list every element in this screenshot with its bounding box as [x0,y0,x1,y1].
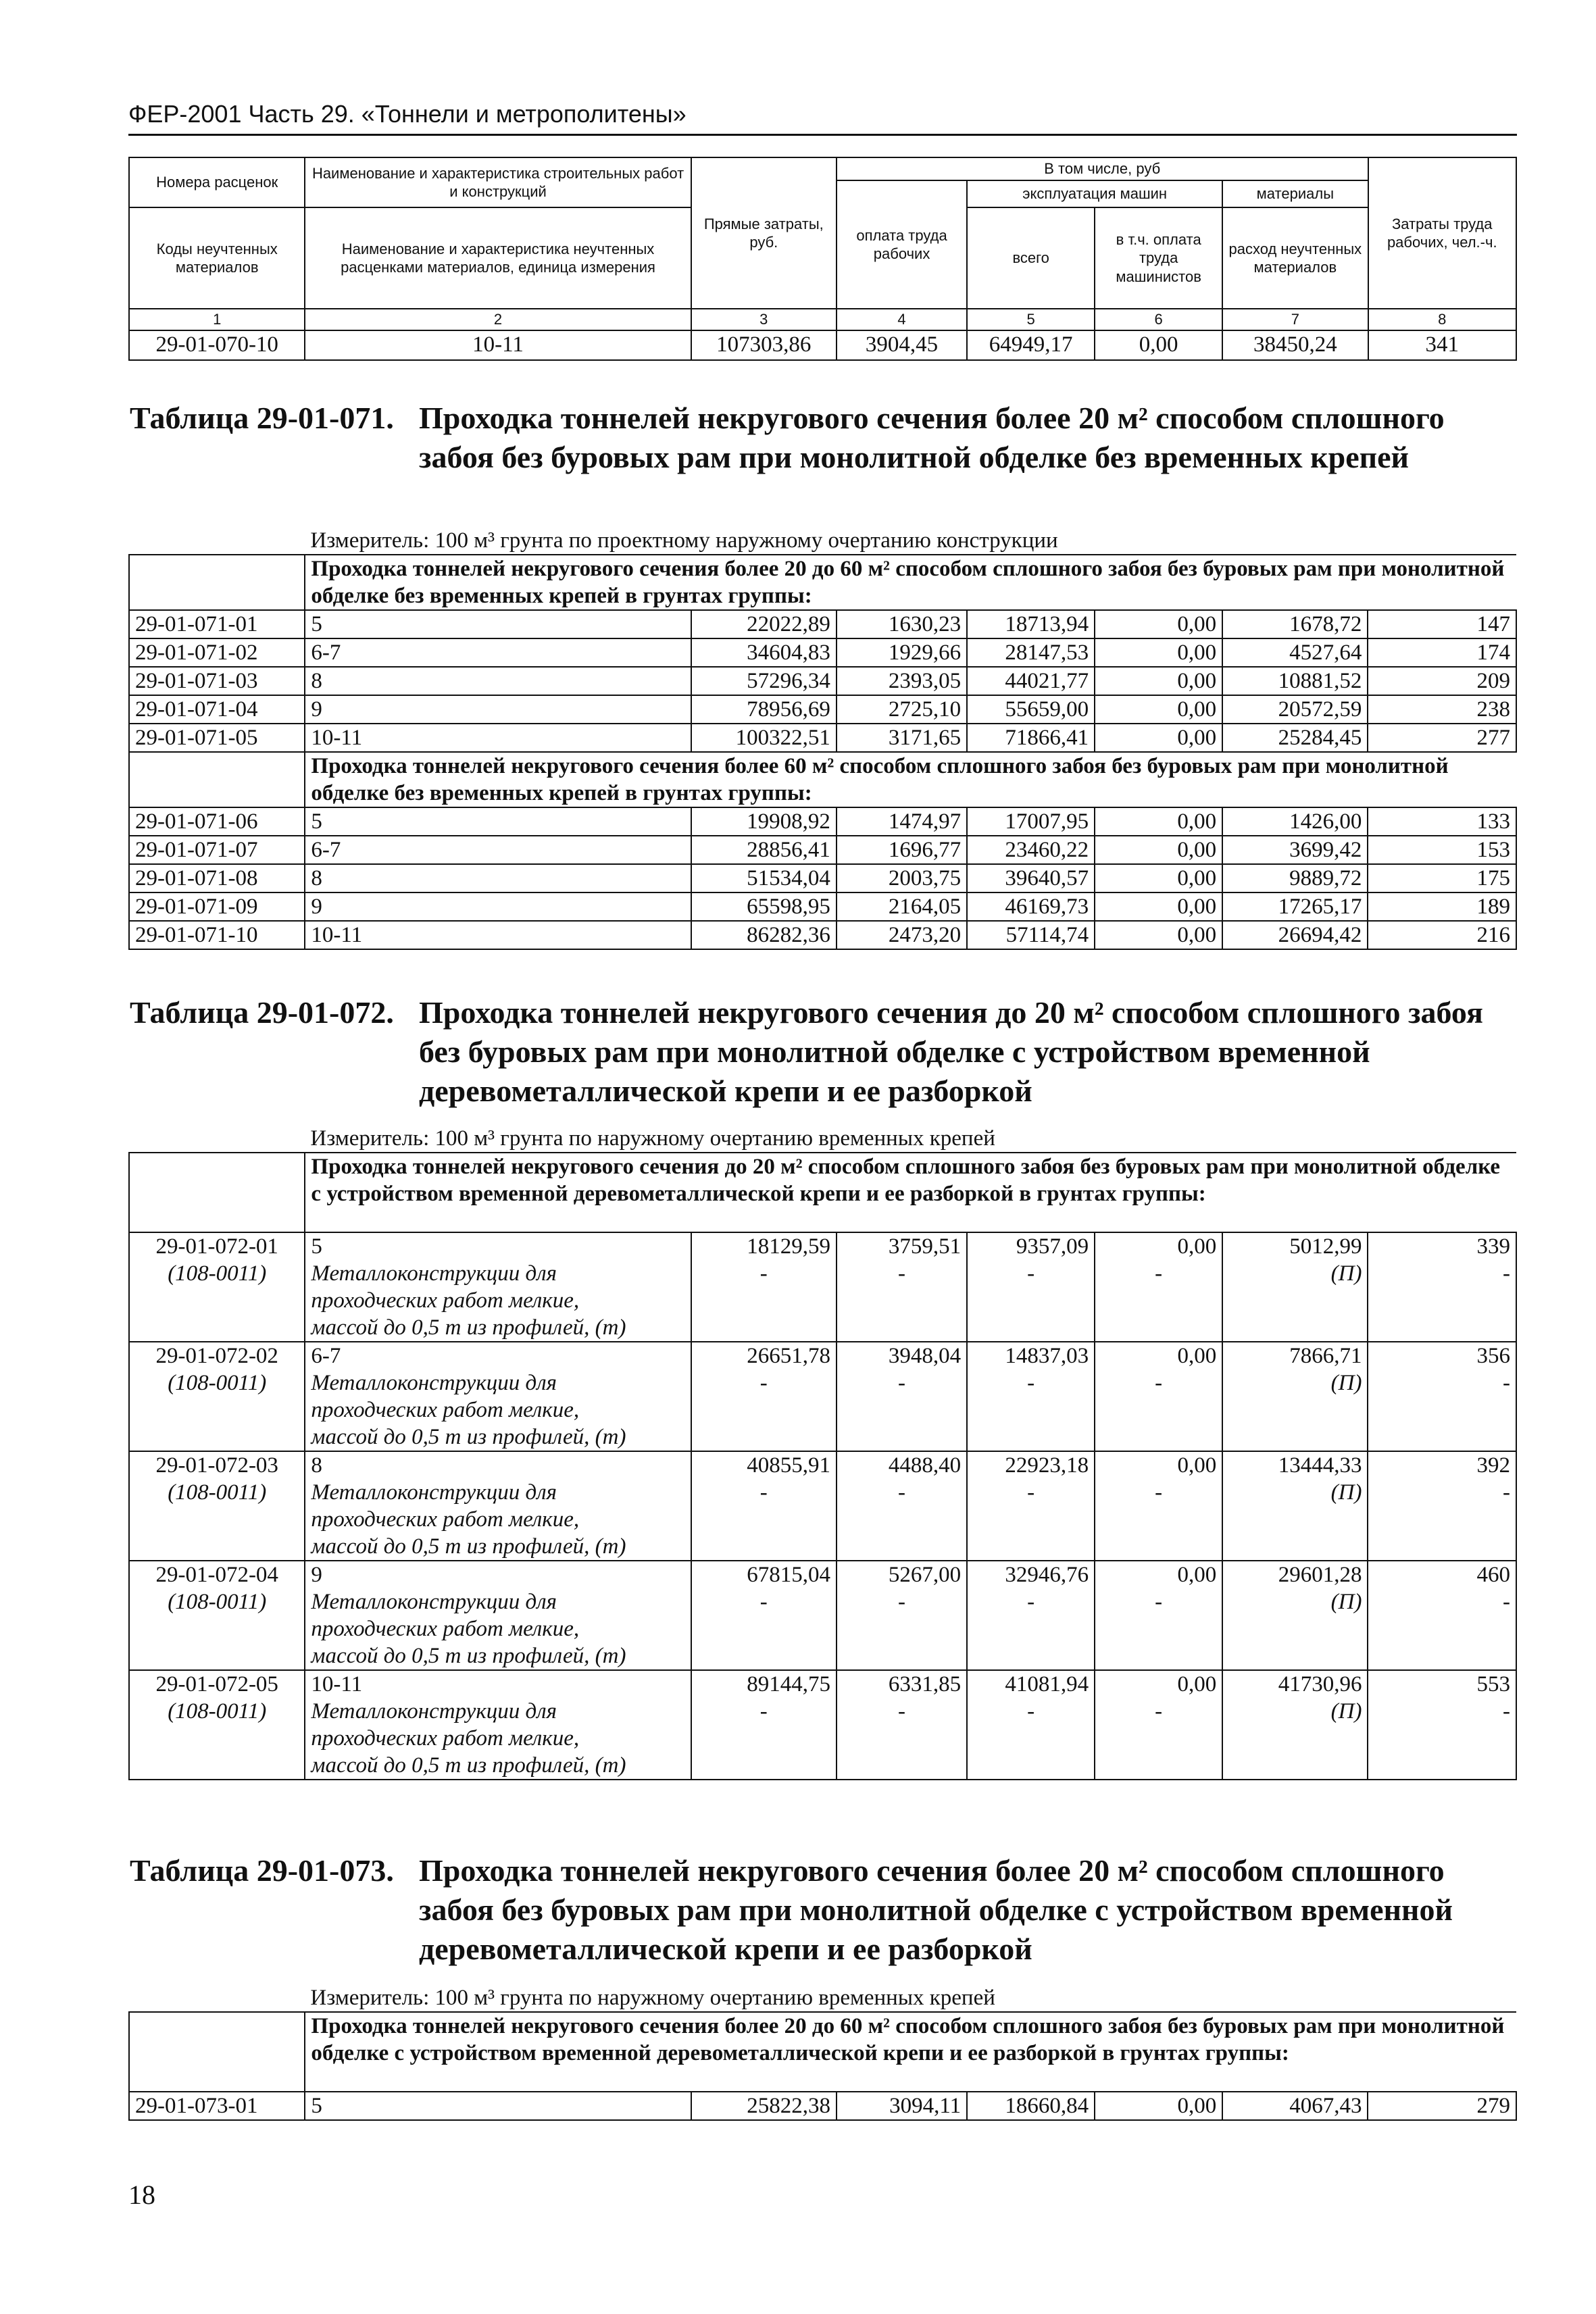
cost-value: 1630,23 [837,610,967,638]
rate-code: 29-01-072-03 [129,1451,305,1479]
cost-value: 7866,71 [1222,1342,1368,1369]
rate-table-071 [128,527,1517,950]
dash: - [837,1588,967,1615]
material-code: (108-0011) [129,1698,305,1725]
material-row [129,1424,1516,1451]
dash: - [837,1479,967,1506]
table-row [129,724,1516,752]
soil-group: 5 [305,1232,691,1260]
material-mark: (П) [1222,1260,1368,1287]
dash: - [967,1369,1095,1397]
cost-value: 32946,76 [967,1561,1095,1588]
group-materials: материалы [1222,180,1368,207]
rate-code: 29-01-071-04 [129,695,305,724]
rate-code: 29-01-071-01 [129,610,305,638]
cost-value: 3948,04 [837,1342,967,1369]
cost-value: 5267,00 [837,1561,967,1588]
table-row [129,836,1516,864]
cost-value: 339 [1368,1232,1516,1260]
soil-group: 9 [305,892,691,921]
cost-value: 553 [1368,1670,1516,1698]
table-label: Таблица 29-01-072. [130,995,394,1030]
subsection-heading: Проходка тоннелей некругового сечения более 20 до 60 м² способом сплошного забоя без буровых рам при монолитной обделке без временных крепей в грунтах группы: [305,555,1516,610]
cost-value: 2725,10 [837,695,967,724]
soil-group: 5 [305,610,691,638]
dash: - [1368,1588,1516,1615]
subsection-heading: Проходка тоннелей некругового сечения до 20 м² способом сплошного забоя без буровых рам при монолитной обделке с устройством временной деревометаллической крепи и ее разборкой в грунтах группы: [305,1153,1516,1232]
material-row [129,1314,1516,1342]
rate-code: 29-01-071-02 [129,638,305,667]
soil-group: 10-11 [305,1670,691,1698]
dash: - [691,1698,837,1725]
cost-value: 34604,83 [691,638,837,667]
table-label: Таблица 29-01-073. [130,1853,394,1888]
cost-value: 392 [1368,1451,1516,1479]
cost-value: 0,00 [1095,610,1222,638]
cost-value: 22923,18 [967,1451,1095,1479]
subsection-heading: Проходка тоннелей некругового сечения более 20 до 60 м² способом сплошного забоя без буровых рам при монолитной обделке с устройством временной деревометаллической крепи и ее разборкой в грунтах группы: [305,2012,1516,2092]
rate-code: 29-01-071-09 [129,892,305,921]
material-row [129,1642,1516,1670]
cost-value: 4527,64 [1222,638,1368,667]
col-code-top: Номера расценок [129,157,305,207]
cost-value: 67815,04 [691,1561,837,1588]
material-code: (108-0011) [129,1588,305,1615]
cost-value: 46169,73 [967,892,1095,921]
soil-group: 6-7 [305,836,691,864]
col-direct: Прямые затраты, руб. [691,157,837,309]
table-row [129,892,1516,921]
cost-value: 0,00 [1095,807,1222,836]
subsection-heading: Проходка тоннелей некругового сечения более 60 м² способом сплошного забоя без буровых рам при монолитной обделке без временных крепей в грунтах группы: [305,752,1516,807]
cost-value: 133 [1368,807,1516,836]
dash: - [1095,1479,1222,1506]
material-row [129,1725,1516,1752]
table-row [129,610,1516,638]
rate-code: 29-01-072-02 [129,1342,305,1369]
dash: - [967,1260,1095,1287]
material-code: (108-0011) [129,1369,305,1397]
cost-value: 39640,57 [967,864,1095,892]
cost-value: 0,00 [1095,892,1222,921]
cost-value: 1929,66 [837,638,967,667]
cost-value: 1426,00 [1222,807,1368,836]
cost-value: 57114,74 [967,921,1095,949]
table-label: Таблица 29-01-071. [130,401,394,435]
dash: - [691,1260,837,1287]
table-heading: Проходка тоннелей некругового сечения более 20 м² способом сплошного забоя без буровых рам при монолитной обделке с устройством временной деревометаллической крепи и ее разборкой [419,1853,1453,1966]
cost-value: 0,00 [1095,864,1222,892]
cost-value: 13444,33 [1222,1451,1368,1479]
cost-value: 40855,91 [691,1451,837,1479]
cost-value: 0,00 [1095,2092,1222,2120]
cost-value: 100322,51 [691,724,837,752]
table-row [129,1451,1516,1479]
rate-code: 29-01-071-05 [129,724,305,752]
cost-value: 0,00 [1095,667,1222,695]
cost-value: 86282,36 [691,921,837,949]
cost-value: 20572,59 [1222,695,1368,724]
cost-value: 1696,77 [837,836,967,864]
cost-value: 0,00 [1095,836,1222,864]
soil-group: 5 [305,2092,691,2120]
col-machines-total: всего [967,207,1095,309]
cost-value: 153 [1368,836,1516,864]
soil-group: 9 [305,695,691,724]
rate-code: 29-01-071-10 [129,921,305,949]
table-row [129,2092,1516,2120]
soil-group: 8 [305,667,691,695]
measure-unit: Измеритель: 100 м³ грунта по проектному наружному очертанию конструкции [305,527,1516,555]
cost-value: 3094,11 [837,2092,967,2120]
material-name: проходческих работ мелкие, [305,1287,691,1314]
soil-group: 9 [305,1561,691,1588]
col-number: 4 [837,309,967,330]
rate-code: 29-01-072-01 [129,1232,305,1260]
cost-value: 0,00 [1095,1561,1222,1588]
cost-value: 147 [1368,610,1516,638]
cost-value: 2473,20 [837,921,967,949]
material-row [129,1533,1516,1561]
dash: - [1368,1260,1516,1287]
dash: - [967,1588,1095,1615]
material-row [129,1615,1516,1642]
cost-value: 0,00 [1095,1451,1222,1479]
rate-code: 29-01-071-03 [129,667,305,695]
cost-value: 0,00 [1095,1232,1222,1260]
cost-value: 23460,22 [967,836,1095,864]
material-name: массой до 0,5 т из профилей, (т) [305,1314,691,1342]
dash: - [837,1698,967,1725]
material-name: Металлоконструкции для [305,1588,691,1615]
material-name: Металлоконструкции для [305,1260,691,1287]
cost-value: 189 [1368,892,1516,921]
cost-value: 0,00 [1095,638,1222,667]
table-title [130,1851,1515,1973]
rate-code: 29-01-073-01 [129,2092,305,2120]
cost-value: 2393,05 [837,667,967,695]
dash: - [837,1260,967,1287]
dash: - [691,1588,837,1615]
table-row [129,921,1516,949]
cost-value: 277 [1368,724,1516,752]
material-name: Металлоконструкции для [305,1479,691,1506]
cost-value: 44021,77 [967,667,1095,695]
table-row: 29-01-070-10 10-11 107303,86 3904,45 64949,17 0,00 38450,24 341 [129,330,1516,360]
cost-value: 55659,00 [967,695,1095,724]
cost-value: 89144,75 [691,1670,837,1698]
cost-value: 2164,05 [837,892,967,921]
cost-value: 4067,43 [1222,2092,1368,2120]
table-heading: Проходка тоннелей некругового сечения до 20 м² способом сплошного забоя без буровых рам при монолитной обделке с устройством временной деревометаллической крепи и ее разборкой [419,995,1483,1108]
table-title [130,993,1515,1115]
material-name: массой до 0,5 т из профилей, (т) [305,1533,691,1561]
cost-value: 57296,34 [691,667,837,695]
material-row [129,1506,1516,1533]
soil-group: 6-7 [305,638,691,667]
table-row [129,1342,1516,1369]
cost-value: 216 [1368,921,1516,949]
col-materials: расход неучтенных материалов [1222,207,1368,309]
cost-value: 209 [1368,667,1516,695]
rate-table-072 [128,1125,1517,1780]
material-mark: (П) [1222,1369,1368,1397]
cost-value: 29601,28 [1222,1561,1368,1588]
material-name: массой до 0,5 т из профилей, (т) [305,1424,691,1451]
cost-value: 9889,72 [1222,864,1368,892]
table-row [129,667,1516,695]
soil-group: 10-11 [305,921,691,949]
cost-value: 460 [1368,1561,1516,1588]
material-name: Металлоконструкции для [305,1369,691,1397]
cost-value: 26694,42 [1222,921,1368,949]
cost-value: 3699,42 [1222,836,1368,864]
cost-value: 1678,72 [1222,610,1368,638]
cost-value: 41081,94 [967,1670,1095,1698]
col-machinists: в т.ч. оплата труда машинистов [1095,207,1222,309]
cost-value: 175 [1368,864,1516,892]
col-name-top: Наименование и характеристика строительных работ и конструкций [305,157,691,207]
cost-value: 2003,75 [837,864,967,892]
cost-value: 9357,09 [967,1232,1095,1260]
page-number: 18 [128,2180,155,2210]
cost-value: 25822,38 [691,2092,837,2120]
table-title [130,399,1515,520]
col-number: 3 [691,309,837,330]
table-heading: Проходка тоннелей некругового сечения более 20 м² способом сплошного забоя без буровых рам при монолитной обделке без временных крепей [419,401,1445,474]
soil-group: 10-11 [305,724,691,752]
soil-group: 5 [305,807,691,836]
running-header: ФЕР-2001 Часть 29. «Тоннели и метрополитены» [128,100,1517,136]
cost-value: 4488,40 [837,1451,967,1479]
cost-value: 17007,95 [967,807,1095,836]
material-row [129,1369,1516,1397]
cost-value: 238 [1368,695,1516,724]
cost-value: 0,00 [1095,695,1222,724]
cost-value: 0,00 [1095,921,1222,949]
cost-value: 18660,84 [967,2092,1095,2120]
material-name: проходческих работ мелкие, [305,1397,691,1424]
material-name: проходческих работ мелкие, [305,1615,691,1642]
table-row [129,638,1516,667]
soil-group: 8 [305,864,691,892]
rate-code: 29-01-071-06 [129,807,305,836]
cost-value: 18713,94 [967,610,1095,638]
dash: - [837,1369,967,1397]
soil-group: 6-7 [305,1342,691,1369]
table-row [129,1232,1516,1260]
cost-value: 3171,65 [837,724,967,752]
cost-value: 25284,45 [1222,724,1368,752]
material-code: (108-0011) [129,1260,305,1287]
material-row [129,1260,1516,1287]
material-row [129,1397,1516,1424]
material-mark: (П) [1222,1698,1368,1725]
dash: - [1095,1698,1222,1725]
cost-value: 279 [1368,2092,1516,2120]
cost-value: 78956,69 [691,695,837,724]
material-row [129,1287,1516,1314]
cost-value: 51534,04 [691,864,837,892]
col-number: 8 [1368,309,1517,330]
cost-value: 41730,96 [1222,1670,1368,1698]
measure-unit: Измеритель: 100 м³ грунта по наружному очертанию временных крепей [305,1984,1516,2012]
cost-value: 65598,95 [691,892,837,921]
col-labor: Затраты труда рабочих, чел.-ч. [1368,157,1517,309]
table-row [129,1561,1516,1588]
dash: - [967,1698,1095,1725]
material-row [129,1588,1516,1615]
dash: - [1095,1260,1222,1287]
cost-value: 6331,85 [837,1670,967,1698]
rate-code: 29-01-072-05 [129,1670,305,1698]
material-row [129,1698,1516,1725]
material-name: массой до 0,5 т из профилей, (т) [305,1752,691,1780]
cost-value: 26651,78 [691,1342,837,1369]
cost-value: 5012,99 [1222,1232,1368,1260]
cost-value: 1474,97 [837,807,967,836]
material-mark: (П) [1222,1588,1368,1615]
material-row [129,1752,1516,1780]
dash: - [1368,1479,1516,1506]
cost-value: 18129,59 [691,1232,837,1260]
cost-value: 22022,89 [691,610,837,638]
material-mark: (П) [1222,1479,1368,1506]
material-row [129,1479,1516,1506]
material-name: массой до 0,5 т из профилей, (т) [305,1642,691,1670]
dash: - [691,1479,837,1506]
material-name: проходческих работ мелкие, [305,1725,691,1752]
cost-value: 17265,17 [1222,892,1368,921]
table-row [129,807,1516,836]
soil-group: 8 [305,1451,691,1479]
group-machines: эксплуатация машин [967,180,1222,207]
cost-value: 19908,92 [691,807,837,836]
cost-value: 0,00 [1095,1342,1222,1369]
rate-code: 29-01-072-04 [129,1561,305,1588]
dash: - [691,1369,837,1397]
rate-table-073 [128,1984,1517,2121]
material-name: проходческих работ мелкие, [305,1506,691,1533]
cost-value: 174 [1368,638,1516,667]
material-name: Металлоконструкции для [305,1698,691,1725]
col-number: 2 [305,309,691,330]
cost-value: 14837,03 [967,1342,1095,1369]
table-row [129,695,1516,724]
col-number: 6 [1095,309,1222,330]
table-row [129,1670,1516,1698]
col-number: 7 [1222,309,1368,330]
cost-value: 3759,51 [837,1232,967,1260]
dash: - [1368,1698,1516,1725]
cost-value: 28856,41 [691,836,837,864]
measure-unit: Измеритель: 100 м³ грунта по наружному очертанию временных крепей [305,1125,1516,1153]
group-incl: В том числе, руб [837,157,1368,180]
cost-value: 28147,53 [967,638,1095,667]
cost-value: 71866,41 [967,724,1095,752]
rate-code: 29-01-071-07 [129,836,305,864]
col-number: 5 [967,309,1095,330]
col-number: 1 [129,309,305,330]
col-code-bottom: Коды неучтенных материалов [129,207,305,309]
dash: - [1368,1369,1516,1397]
col-labor-pay: оплата труда рабочих [837,180,967,309]
dash: - [1095,1369,1222,1397]
cost-value: 356 [1368,1342,1516,1369]
dash: - [967,1479,1095,1506]
material-code: (108-0011) [129,1479,305,1506]
col-name-bottom: Наименование и характеристика неучтенных расценками материалов, единица измерения [305,207,691,309]
column-header-table [128,157,1517,361]
dash: - [1095,1588,1222,1615]
cost-value: 10881,52 [1222,667,1368,695]
cost-value: 0,00 [1095,1670,1222,1698]
rate-code: 29-01-071-08 [129,864,305,892]
cost-value: 0,00 [1095,724,1222,752]
table-row [129,864,1516,892]
